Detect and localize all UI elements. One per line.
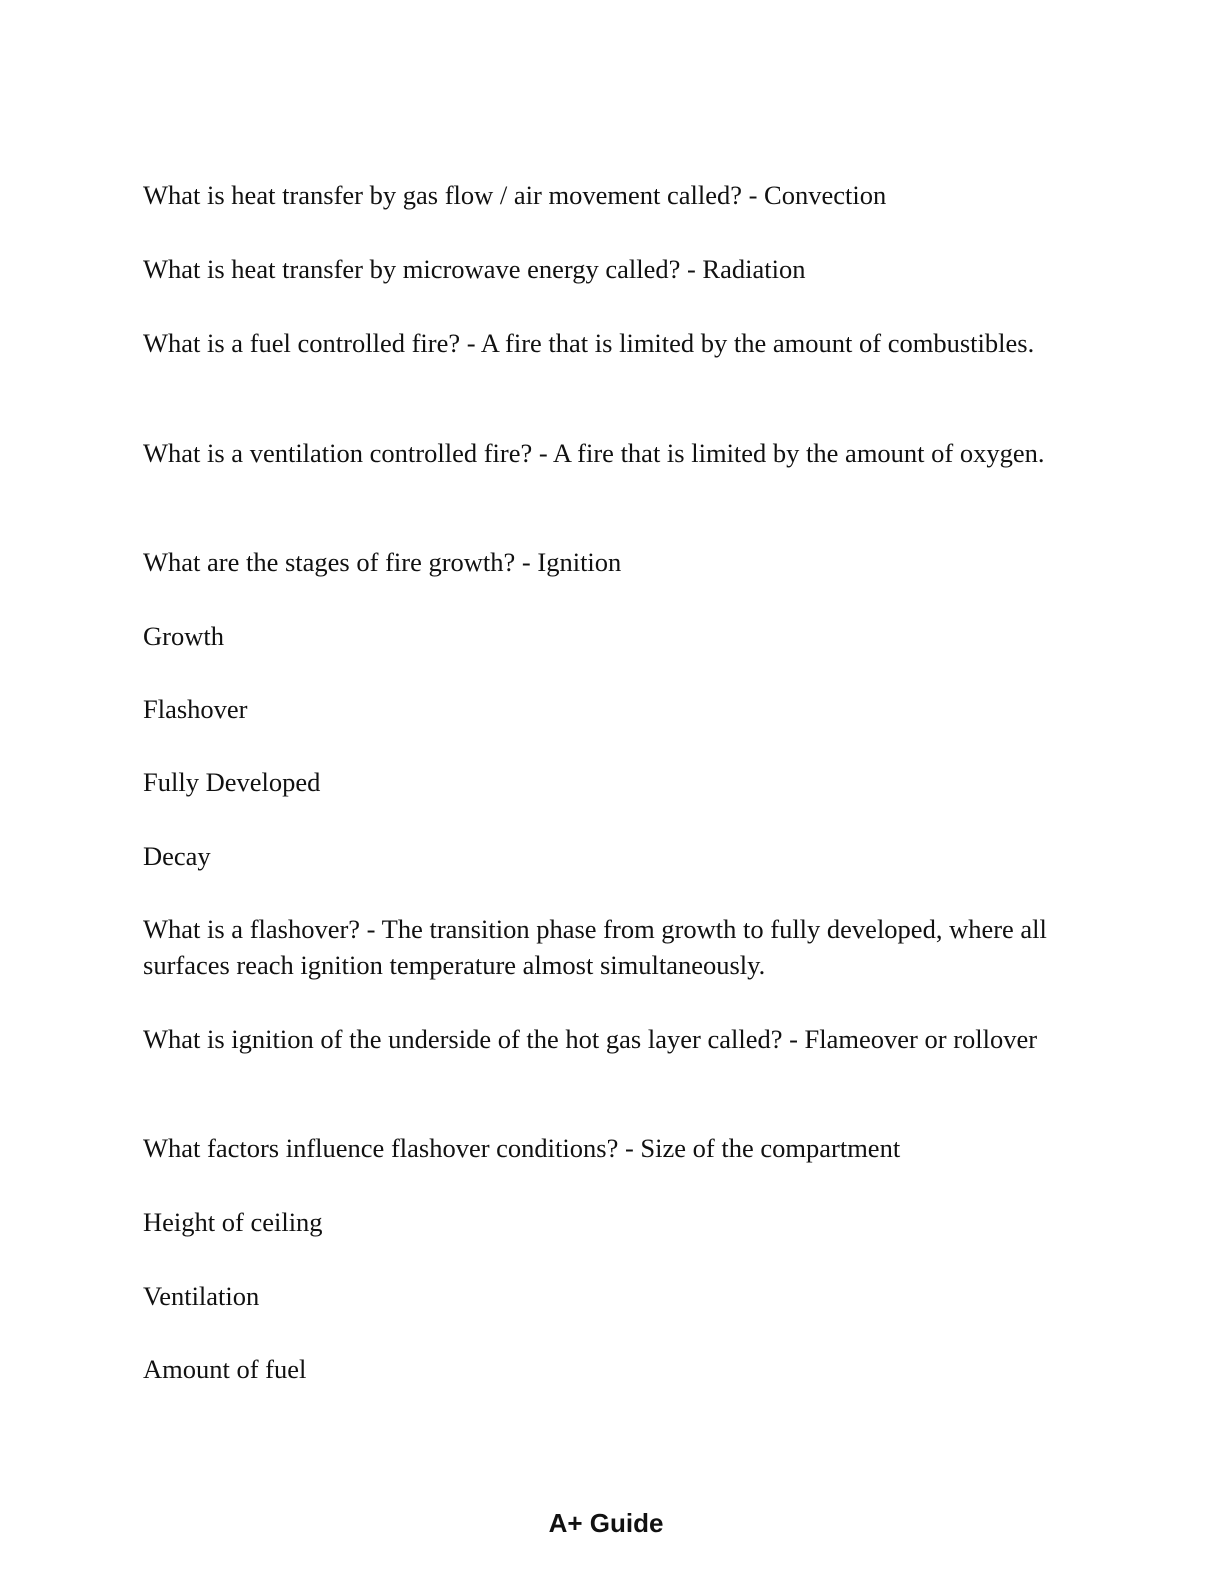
qa-radiation: What is heat transfer by microwave energy called? - Radiation [143,254,806,284]
factor-amount-of-fuel: Amount of fuel [143,1354,307,1384]
qa-flameover-rollover: What is ignition of the underside of the hot gas layer called? - Flameover or rollover [143,1024,1038,1054]
factor-ceiling-height: Height of ceiling [143,1207,323,1237]
page-footer [0,1505,1224,1541]
footer-brand-label: A+ Guide [548,1508,664,1538]
stage-decay: Decay [143,841,211,871]
stage-fully-developed: Fully Developed [143,767,321,797]
stage-growth: Growth [143,621,224,651]
qa-stages-of-fire-growth: What are the stages of fire growth? - Ignition [143,547,622,577]
qa-flashover: What is a flashover? - The transition phase from growth to fully developed, where all surfaces reach ignition temperature almost simultaneously. [143,914,1047,980]
qa-flashover-factors: What factors influence flashover conditions? - Size of the compartment [143,1133,901,1163]
qa-fuel-controlled-fire: What is a fuel controlled fire? - A fire that is limited by the amount of combustibles. [143,328,1035,358]
qa-ventilation-controlled-fire: What is a ventilation controlled fire? - A fire that is limited by the amount of oxygen. [143,438,1045,468]
stage-flashover: Flashover [143,694,248,724]
factor-ventilation: Ventilation [143,1281,260,1311]
qa-convection: What is heat transfer by gas flow / air movement called? - Convection [143,180,887,210]
